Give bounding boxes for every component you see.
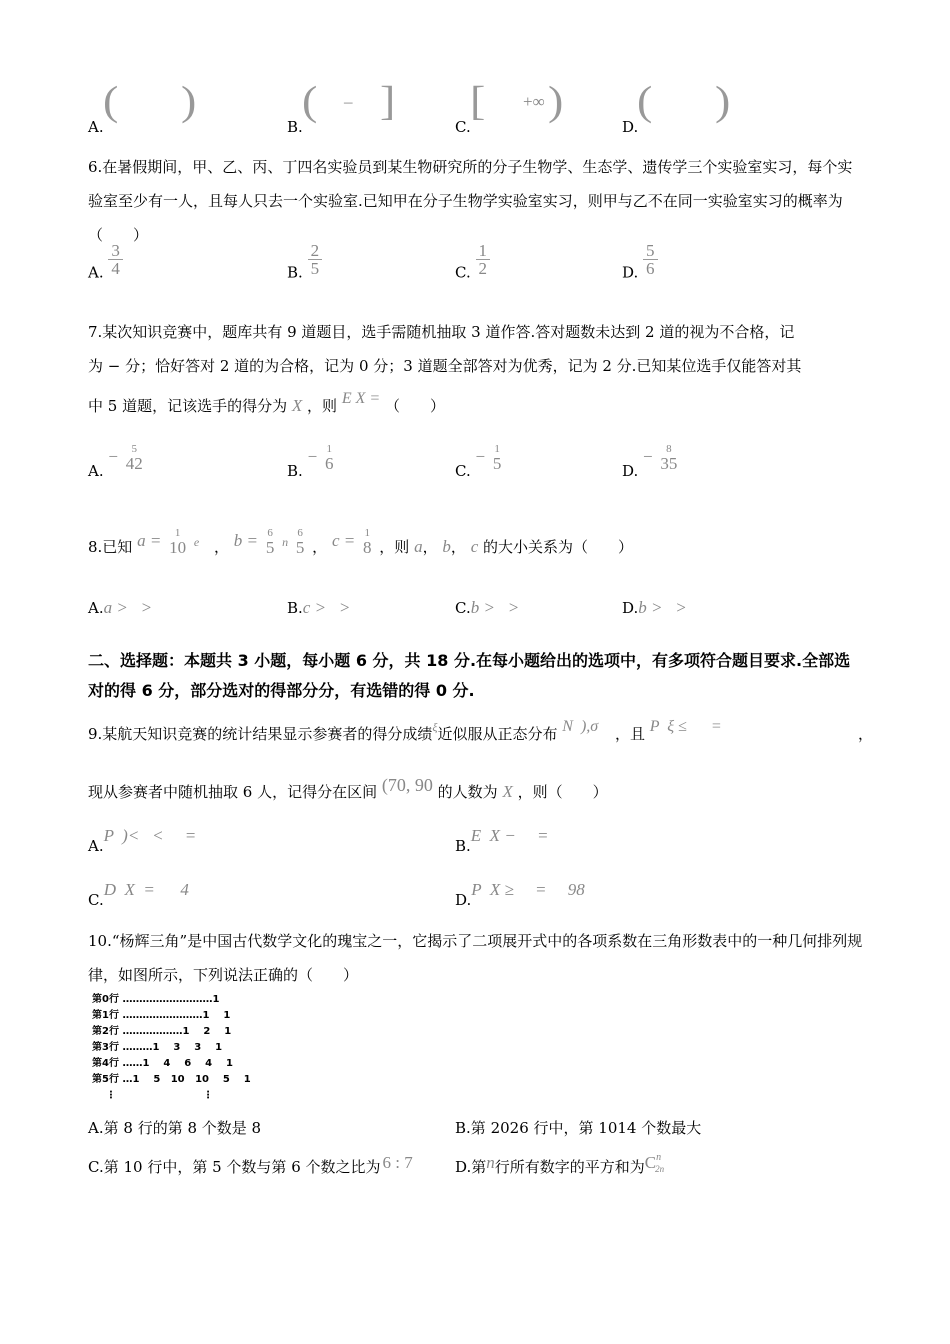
q9-option-c: C.D X = 4: [88, 880, 189, 909]
triangle-row: 第1行 ……………………1 1: [92, 1010, 231, 1021]
fraction: $\frac{2}{5}$: [308, 242, 323, 277]
q6-option-a: A. $\frac{3}{4}$: [88, 242, 123, 282]
q8-option-c: C.b > >: [455, 598, 520, 617]
q9-option-b: B.E X − =: [455, 826, 549, 855]
q10-option-c: C.第 10 行中，第 5 个数与第 6 个数之比为 6 : 7: [88, 1153, 413, 1176]
q8-option-b: B.c > >: [287, 598, 351, 617]
section-heading: 二、选择题：本题共 3 小题，每小题 6 分，共 18 分.在每小题给出的选项中，有多项符合题目要求.全部选对的得 6 分，部分选对的得部分分，有选错的得 0 分.: [88, 651, 851, 700]
triangle-row: 第2行 ………………1 2 1: [92, 1026, 232, 1037]
q6-option-b: B. $\frac{2}{5}$: [287, 242, 322, 282]
q7-line2: 为 − 分；恰好答对 2 道的为合格，记为 0 分；3 道题全部答对为优秀，记为 2 分.已知某位选手仅能答对其: [88, 357, 802, 375]
triangle-row: 第3行 ………1 3 3 1: [92, 1042, 223, 1053]
fraction: $\frac{1}{2}$: [476, 242, 491, 277]
left-paren-glyph: (: [302, 77, 318, 124]
fraction: 5 42: [125, 443, 143, 473]
q7-option-b: B. − 1 6: [287, 444, 336, 480]
q9-line2: 现从参赛者中随机抽取 6 人，记得分在区间 (70, 90 的人数为 X ，则（ ）: [88, 775, 608, 801]
q9-option-d: D.P X ≥ = 98: [455, 880, 585, 909]
fraction: 6 5: [295, 527, 305, 557]
right-paren-glyph: ): [548, 77, 564, 124]
q7-option-c: C. − 1 5: [455, 444, 504, 480]
fraction: 1 6: [324, 443, 334, 473]
fraction: 6 5: [265, 527, 275, 557]
triangle-row: 第0行 ………………………1: [92, 994, 220, 1005]
right-paren-glyph: ): [715, 77, 731, 124]
right-bracket-glyph: ]: [380, 77, 396, 124]
yanghui-triangle-figure: [92, 992, 251, 1104]
q7-option-d: D. − 8 35: [622, 444, 680, 480]
triangle-row: 第5行 …1 5 10 10 5 1: [92, 1074, 251, 1085]
fraction: 8 35: [660, 443, 678, 473]
left-paren-glyph: (: [103, 77, 119, 124]
q6-option-c: C. $\frac{1}{2}$: [455, 242, 490, 282]
q10-stem: 10.“杨辉三角”是中国古代数学文化的瑰宝之一，它揭示了二项展开式中的各项系数在三角形数表中的一种几何排列规律，如图所示，下列说法正确的（ ）: [88, 932, 863, 984]
q6-option-d: D. $\frac{5}{6}$: [622, 242, 658, 282]
q9-line1: 9.某航天知识竞赛的统计结果显示参赛者的得分成绩$^\xi$近似服从正态分布 N ),σ ，且 P ξ ≤ =: [88, 718, 722, 743]
fraction: $\frac{5}{6}$: [643, 242, 658, 277]
q10-option-a: A.第 8 行的第 8 个数是 8: [88, 1119, 262, 1137]
q10-option-b: B.第 2026 行中，第 1014 个数最大: [455, 1119, 702, 1137]
triangle-row: ⋮ ⋮: [92, 1090, 213, 1101]
q9-option-a: A.P )< < =: [88, 826, 197, 855]
q8-stem: 8.已知 a = 1 10 e ， b = 6 5 n 6 5 ， c = 1 8 ，则 a， b， c 的大小关系为（ ）: [88, 527, 634, 557]
q9-line1-end: ，: [858, 725, 874, 743]
q8-option-d: D.b > >: [622, 598, 687, 617]
q7-option-a: A. − 5 42: [88, 444, 146, 480]
q8-option-a: A.a > >: [88, 598, 153, 617]
right-paren-glyph: ): [181, 77, 197, 124]
fraction: 1 5: [492, 443, 502, 473]
q7-line1: 7.某次知识竞赛中，题库共有 9 道题目，选手需随机抽取 3 道作答.答对题数未达到 2 道的视为不合格，记: [88, 323, 795, 341]
fraction: 1 8: [363, 527, 372, 557]
q6-stem: 6.在暑假期间，甲、乙、丙、丁四名实验员到某生物研究所的分子生物学、生态学、遗传学三个实验室实习，每个实验室至少有一人，且每人只去一个实验室.已知甲在分子生物学实验室实习，则甲与乙不在同一实验室实习的概率为（ ）: [88, 158, 853, 244]
left-bracket-glyph: [: [470, 77, 486, 124]
fraction: 1 10: [169, 527, 187, 557]
left-paren-glyph: (: [637, 77, 653, 124]
q7-line3: 中 5 道题，记该选手的得分为 X ，则 E X = （ ）: [88, 390, 445, 415]
q10-option-d: D.第n行所有数字的平方和为$C^n2n$: [455, 1152, 665, 1176]
triangle-row: 第4行 ……1 4 6 4 1: [92, 1058, 233, 1069]
fraction: $\frac{3}{4}$: [108, 242, 123, 277]
